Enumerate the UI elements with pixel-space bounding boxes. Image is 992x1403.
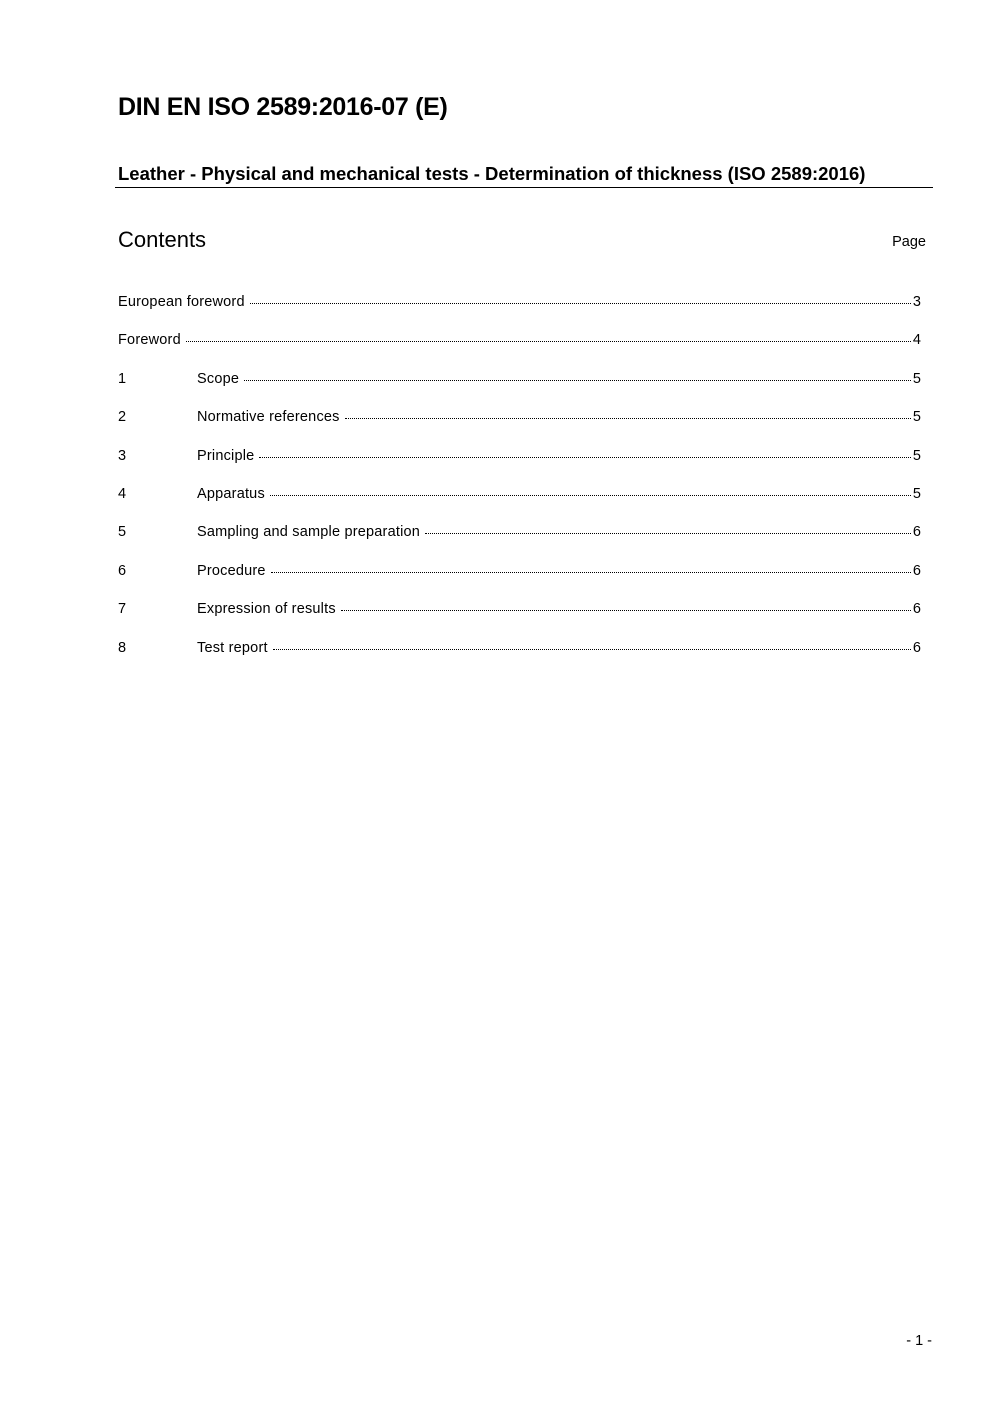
- toc-dot-leader: [250, 292, 911, 306]
- toc-entry-number: 6: [118, 562, 127, 579]
- toc-entry-procedure[interactable]: [118, 561, 921, 599]
- toc-entry-title: Normative references: [197, 409, 340, 426]
- toc-entry-page: 5: [912, 447, 921, 464]
- subtitle-underline: [115, 187, 933, 188]
- toc-entry-page: 5: [912, 485, 921, 502]
- toc-dot-leader: [341, 599, 911, 613]
- toc-entry-title: Apparatus: [197, 485, 265, 502]
- toc-entry-page: 6: [912, 524, 921, 541]
- toc-entry-title: European foreword: [118, 294, 245, 310]
- toc-entry-page: 6: [912, 639, 921, 656]
- toc-entry-page: 6: [912, 562, 921, 579]
- toc-entry-foreword[interactable]: [118, 330, 921, 368]
- toc-entry-page: 5: [912, 370, 921, 387]
- toc-dot-leader: [270, 484, 911, 498]
- toc-dot-leader: [271, 561, 911, 575]
- toc-entry-title: Sampling and sample preparation: [197, 524, 421, 541]
- toc-dot-leader: [259, 446, 911, 460]
- document-title: DIN EN ISO 2589:2016-07 (E): [118, 93, 448, 121]
- toc-entry-number: 3: [118, 447, 127, 464]
- toc-dot-leader: [345, 407, 911, 421]
- toc-entry-number: 5: [118, 524, 127, 541]
- toc-entry-title: Test report: [197, 639, 268, 656]
- toc-entry-page: 5: [912, 409, 921, 426]
- toc-dot-leader: [273, 638, 911, 652]
- page-number: - 1 -: [906, 1333, 932, 1349]
- toc-entry-number: 7: [118, 601, 127, 618]
- contents-heading: Contents: [118, 227, 207, 252]
- toc-dot-leader: [244, 369, 911, 383]
- toc-entry-apparatus[interactable]: [118, 484, 921, 522]
- toc-dot-leader: [425, 522, 911, 536]
- toc-entry-number: 8: [118, 639, 127, 656]
- toc-entry-title: Procedure: [197, 562, 266, 579]
- toc-entry-number: 2: [118, 409, 127, 426]
- toc-entry-expression-of-results[interactable]: [118, 599, 921, 637]
- document-subtitle: Leather - Physical and mechanical tests - Determination of thickness (ISO 2589:2016): [118, 163, 866, 184]
- page-column-heading: Page: [892, 234, 926, 250]
- toc-entry-title: Scope: [197, 370, 240, 387]
- toc-entry-title: Expression of results: [197, 601, 336, 618]
- toc-entry-sampling[interactable]: [118, 522, 921, 560]
- toc-entry-european-foreword[interactable]: [118, 292, 921, 330]
- toc-entry-page: 3: [912, 294, 921, 310]
- toc-entry-normative-references[interactable]: [118, 407, 921, 445]
- toc-dot-leader: [186, 330, 911, 344]
- toc-entry-test-report[interactable]: [118, 638, 921, 676]
- toc-entry-title: Foreword: [118, 332, 181, 349]
- toc-entry-principle[interactable]: [118, 446, 921, 484]
- toc-entry-scope[interactable]: [118, 369, 921, 407]
- toc-entry-page: 4: [912, 332, 921, 349]
- toc-entry-number: 4: [118, 485, 127, 502]
- toc-entry-title: Principle: [197, 447, 255, 464]
- table-of-contents: [118, 292, 921, 676]
- toc-entry-page: 6: [912, 601, 921, 618]
- toc-entry-number: 1: [118, 370, 127, 387]
